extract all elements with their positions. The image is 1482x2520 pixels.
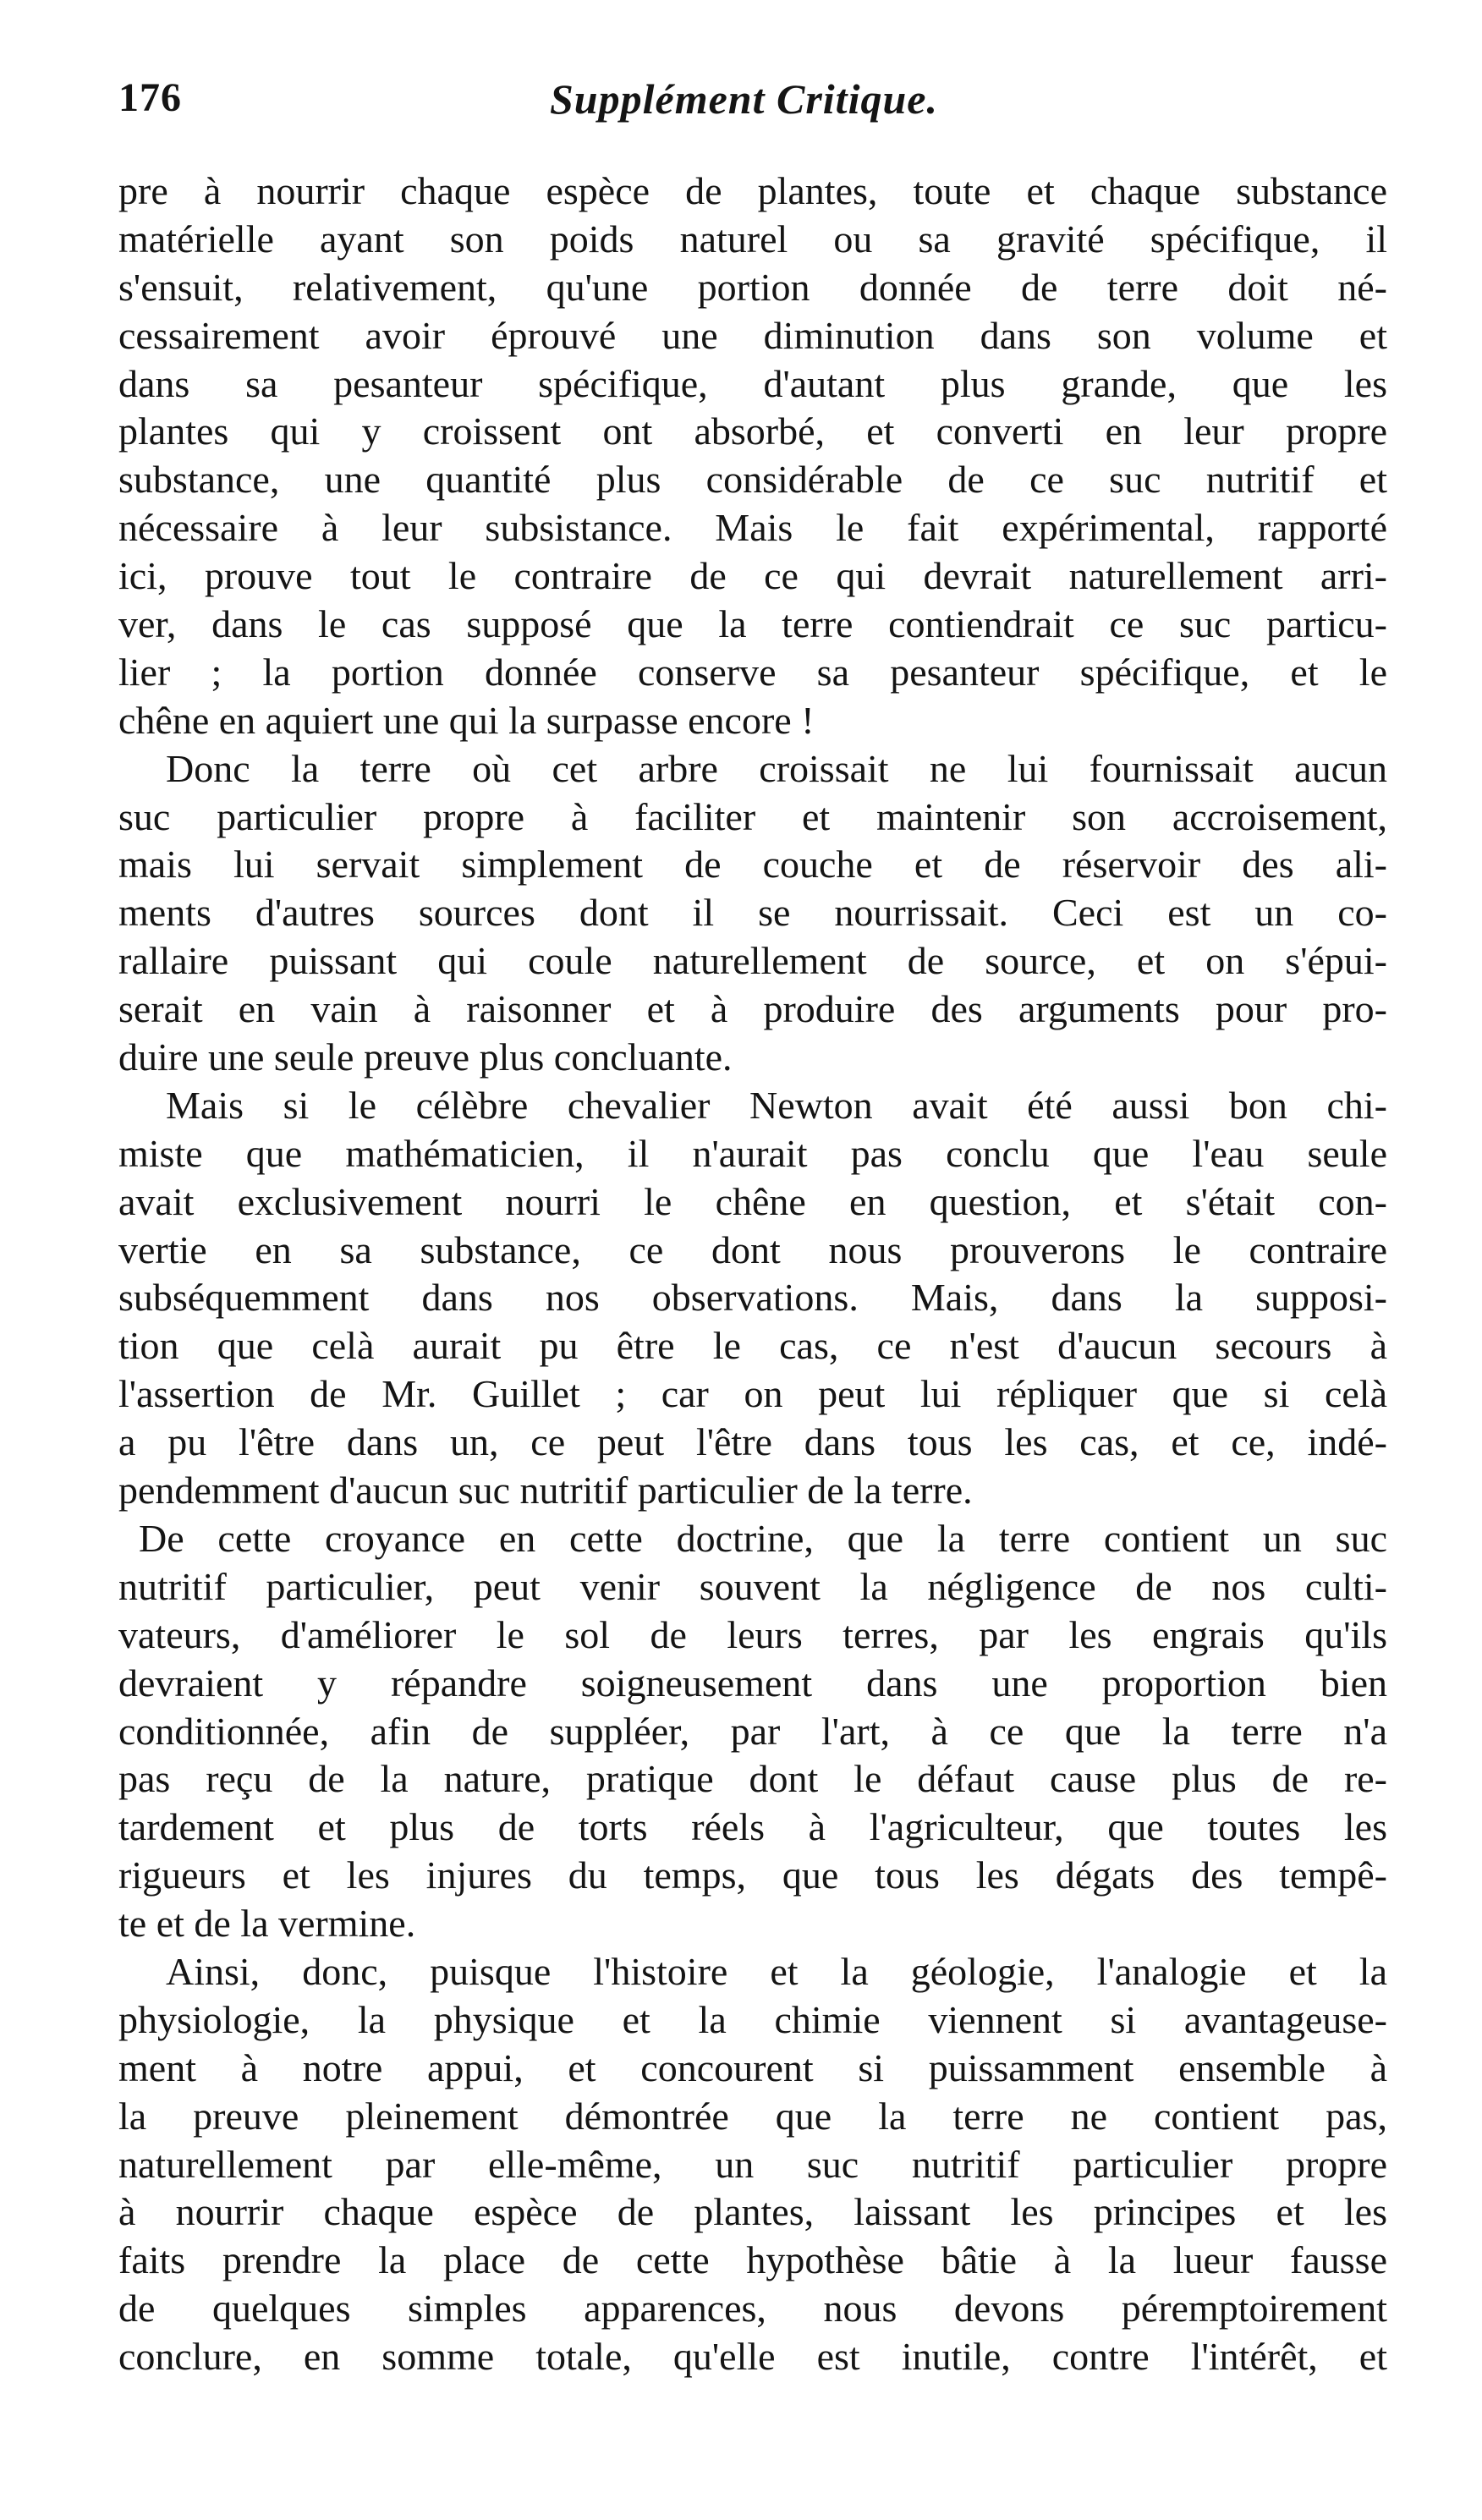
text-line: cessairement avoir éprouvé une diminution dans son volume et xyxy=(118,313,1387,357)
text-line: la preuve pleinement démontrée que la terre ne contient pas, xyxy=(118,2094,1387,2138)
paragraph-first-line: De cette croyance en cette doctrine, que la terre contient un suc xyxy=(139,1516,1387,1560)
text-line: duire une seule preuve plus concluante. xyxy=(118,1035,733,1079)
text-line: conditionnée, afin de suppléer, par l'art, à ce que la terre n'a xyxy=(118,1709,1387,1753)
text-line: matérielle ayant son poids naturel ou sa gravité spécifique, il xyxy=(118,217,1387,261)
page-number: 176 xyxy=(118,75,182,120)
text-line: ments d'autres sources dont il se nourrissait. Ceci est un co- xyxy=(118,891,1387,935)
text-line: tardement et plus de torts réels à l'agriculteur, que toutes les xyxy=(118,1805,1387,1849)
text-line: substance, une quantité plus considérable de ce suc nutritif et xyxy=(118,458,1387,502)
text-line: ici, prouve tout le contraire de ce qui devrait naturellement arri- xyxy=(118,554,1387,598)
text-line: pas reçu de la nature, pratique dont le défaut cause plus de re- xyxy=(118,1757,1387,1801)
text-line: suc particulier propre à faciliter et maintenir son accroisement, xyxy=(118,794,1387,838)
text-line: naturellement par elle-même, un suc nutritif particulier propre xyxy=(118,2142,1387,2186)
text-line: serait en vain à raisonner et à produire des arguments pour pro- xyxy=(118,987,1387,1031)
text-line: lier ; la portion donnée conserve sa pesanteur spécifique, et le xyxy=(118,650,1387,694)
text-line: rigueurs et les injures du temps, que tous les dégats des tempê- xyxy=(118,1853,1387,1897)
text-line: nutritif particulier, peut venir souvent la négligence de nos culti- xyxy=(118,1564,1387,1608)
text-line: mais lui servait simplement de couche et de réservoir des ali- xyxy=(118,843,1387,887)
text-line: dans sa pesanteur spécifique, d'autant plus grande, que les xyxy=(118,361,1387,405)
text-line: a pu l'être dans un, ce peut l'être dans tous les cas, et ce, indé- xyxy=(118,1420,1387,1464)
text-line: physiologie, la physique et la chimie viennent si avantageuse- xyxy=(118,1997,1387,2041)
text-line: à nourrir chaque espèce de plantes, laissant les principes et les xyxy=(118,2190,1387,2234)
text-line: s'ensuit, relativement, qu'une portion donnée de terre doit né- xyxy=(118,265,1387,309)
text-line: nécessaire à leur subsistance. Mais le fait expérimental, rapporté xyxy=(118,506,1387,550)
text-line: de quelques simples apparences, nous devons péremptoirement xyxy=(118,2287,1387,2331)
text-line: avait exclusivement nourri le chêne en question, et s'était con- xyxy=(118,1179,1387,1223)
text-line: vateurs, d'améliorer le sol de leurs terres, par les engrais qu'ils xyxy=(118,1612,1387,1656)
text-line: te et de la vermine. xyxy=(118,1902,416,1946)
body-text xyxy=(118,167,1387,2381)
text-line: ment à notre appui, et concourent si puissamment ensemble à xyxy=(118,2045,1387,2089)
text-line: ver, dans le cas supposé que la terre contiendrait ce suc particu- xyxy=(118,602,1387,646)
running-head xyxy=(118,74,1387,134)
text-line: pre à nourrir chaque espèce de plantes, toute et chaque substance xyxy=(118,169,1387,212)
text-line: chêne en aquiert une qui la surpasse encore ! xyxy=(118,698,815,742)
text-line: miste que mathématicien, il n'aurait pas conclu que l'eau seule xyxy=(118,1131,1387,1175)
text-line: faits prendre la place de cette hypothèse bâtie à la lueur fausse xyxy=(118,2238,1387,2282)
text-line: rallaire puissant qui coule naturellement de source, et on s'épui- xyxy=(118,939,1387,983)
paragraph-first-line: Ainsi, donc, puisque l'histoire et la géologie, l'analogie et la xyxy=(166,1949,1387,1993)
text-line: conclure, en somme totale, qu'elle est inutile, contre l'intérêt, et xyxy=(118,2335,1387,2379)
text-line: devraient y répandre soigneusement dans une proportion bien xyxy=(118,1661,1387,1705)
text-line: l'assertion de Mr. Guillet ; car on peut lui répliquer que si celà xyxy=(118,1372,1387,1416)
paragraph-first-line: Donc la terre où cet arbre croissait ne lui fournissait aucun xyxy=(166,746,1387,790)
text-line: vertie en sa substance, ce dont nous prouverons le contraire xyxy=(118,1227,1387,1271)
paragraph-first-line: Mais si le célèbre chevalier Newton avait été aussi bon chi- xyxy=(166,1083,1387,1127)
text-line: pendemment d'aucun suc nutritif particulier de la terre. xyxy=(118,1469,973,1513)
text-line: plantes qui y croissent ont absorbé, et converti en leur propre xyxy=(118,409,1387,453)
text-line: tion que celà aurait pu être le cas, ce n'est d'aucun secours à xyxy=(118,1324,1387,1368)
running-title: Supplément Critique. xyxy=(550,75,938,123)
text-line: subséquemment dans nos observations. Mais, dans la supposi- xyxy=(118,1276,1387,1320)
